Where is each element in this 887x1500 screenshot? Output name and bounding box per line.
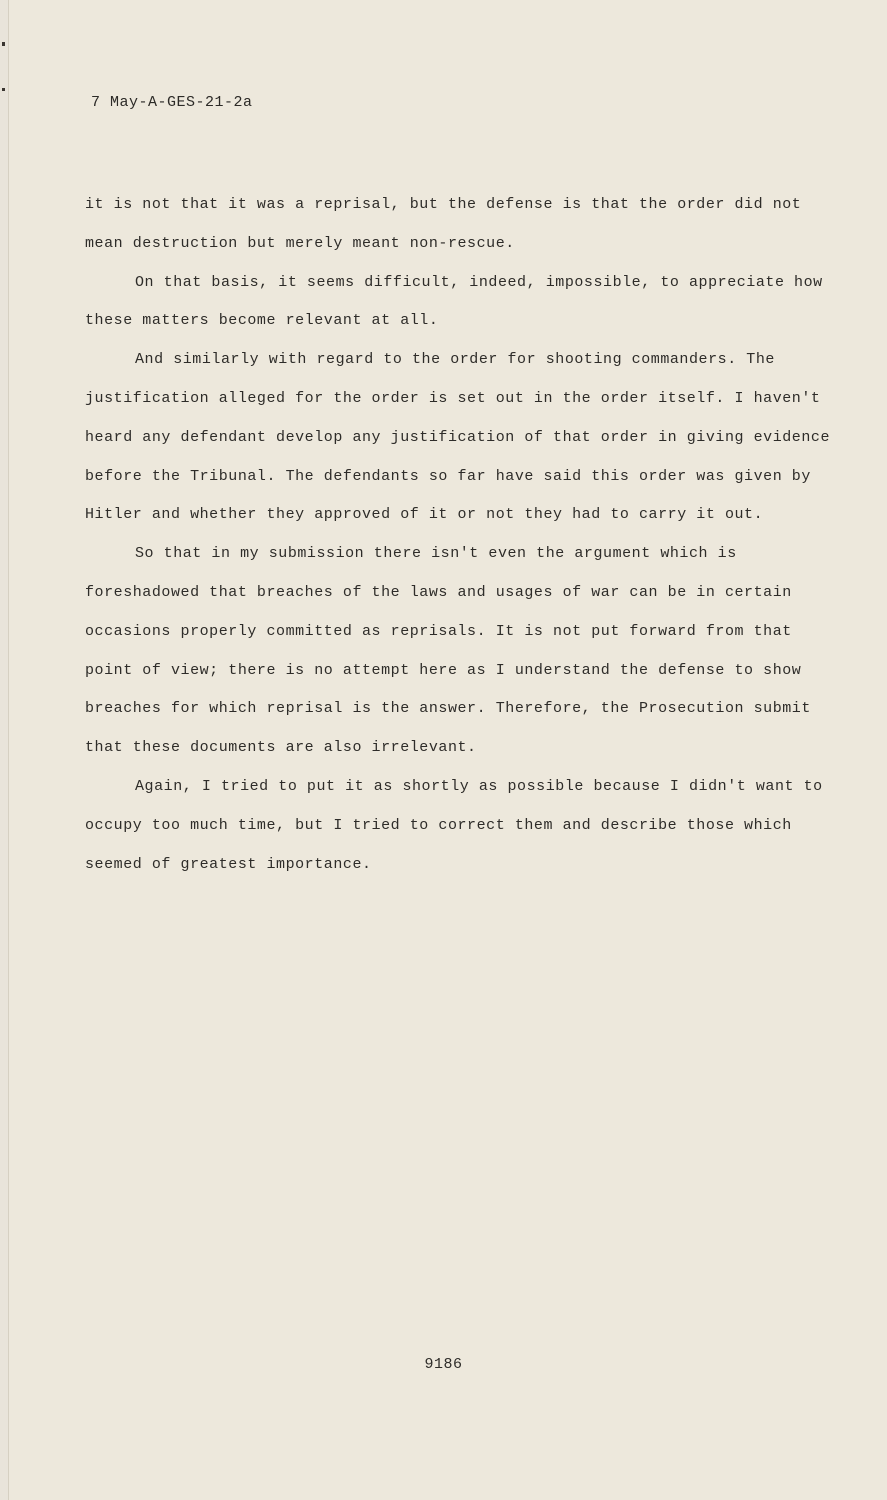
document-page: [8, 0, 887, 1500]
document-body: [85, 186, 845, 884]
paragraph-4: So that in my submission there isn't even the argument which is foreshadowed that breaches of the laws and usages of war can be in certain occasions properly committed as reprisals. It is not put forward from that point of view; there is no attempt here as I understand the defense to show breaches for which reprisal is the answer. Therefore, the Prosecution submit that these documents are also irrelevant.: [85, 545, 811, 757]
paragraph-2: On that basis, it seems difficult, indeed, impossible, to appreciate how these matters become relevant at all.: [85, 273, 823, 330]
paragraph-3: And similarly with regard to the order for shooting commanders. The justification alleged for the order is set out in the order itself. I haven't heard any defendant develop any justification of that order in giving evidence before the Tribunal. The defendants so far have said this order was given by Hitler and whether they approved of it or not they had to carry it out.: [85, 351, 831, 524]
edge-mark-top: [2, 42, 5, 46]
page-number: 9186: [424, 1356, 463, 1373]
paragraph-1: it is not that it was a reprisal, but the defense is that the order did not mean destruction but merely meant non-rescue.: [85, 196, 802, 252]
paragraph-5: Again, I tried to put it as shortly as possible because I didn't want to occupy too much time, but I tried to correct them and describe those which seemed of greatest importance.: [85, 777, 823, 873]
edge-mark-middle: [2, 88, 5, 91]
document-id: 7 May-A-GES-21-2a: [91, 94, 253, 111]
